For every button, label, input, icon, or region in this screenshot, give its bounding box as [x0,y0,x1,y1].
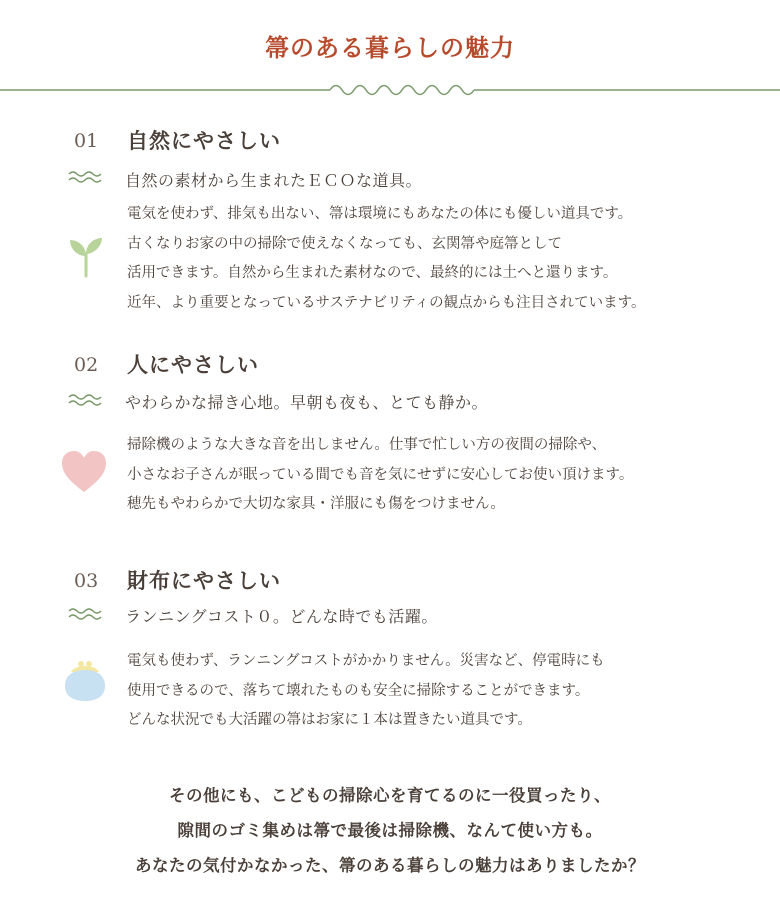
coin-purse-icon [61,656,109,702]
body-line: 掃除機のような大きな音を出しません。仕事で忙しい方の夜間の掃除や、 [127,437,607,453]
body-line: 古くなりお家の中の掃除で使えなくなっても、玄関箒や庭箒として [127,235,562,252]
closing-message [0,778,780,883]
wave-icon [68,607,102,621]
section-number: 02 [74,354,99,376]
section-heading: 財布にやさしい [127,568,281,593]
body-line: どんな状況でも大活躍の箒はお家に１本は置きたい道具です。 [127,712,532,728]
body-line: 電気も使わず、ランニングコストがかかりません。災害など、停電時にも [127,653,605,669]
section-heading: 人にやさしい [127,352,259,377]
closing-line: あなたの気付かなかった、箒のある暮らしの魅力はありましたか？ [135,856,645,875]
section-body [127,431,633,520]
section-subheading: 自然の素材から生まれたＥＣＯな道具。 [125,171,423,190]
section-body [127,200,646,318]
closing-line: その他にも、こどもの掃除心を育てるのに一役買ったり、 [169,786,611,805]
section-subheading: やわらかな掃き心地。早朝も夜も、とても静か。 [125,393,489,412]
wave-icon [68,170,102,184]
sprout-icon [66,234,106,278]
body-line: 活用できます。自然から生まれた素材なので、最終的には土へと還ります。 [127,265,618,281]
body-line: 使用できるので、落ちて壊れたものも安全に掃除することができます。 [127,682,590,699]
section-number: 01 [74,130,99,152]
body-line: 小さなお子さんが眠っている間でも音を気にせずに安心してお使い頂けます。 [127,466,634,483]
section-number: 03 [74,570,99,592]
section-body [127,647,605,736]
wave-divider [0,78,780,102]
heart-icon [61,450,107,494]
body-line: 穂先もやわらかで大切な家具・洋服にも傷をつけません。 [127,496,505,512]
wave-icon [68,393,102,407]
page-title: 箒のある暮らしの魅力 [265,33,515,62]
body-line: 電気を使わず、排気も出ない、箒は環境にもあなたの体にも優しい道具です。 [127,206,633,222]
closing-line: 隙間のゴミ集めは箒で最後は掃除機、なんて使い方も。 [177,821,603,840]
section-heading: 自然にやさしい [127,128,281,153]
section-subheading: ランニングコスト０。どんな時でも活躍。 [125,607,438,626]
body-line: 近年、より重要となっているサステナビリティの観点からも注目されています。 [127,294,646,311]
